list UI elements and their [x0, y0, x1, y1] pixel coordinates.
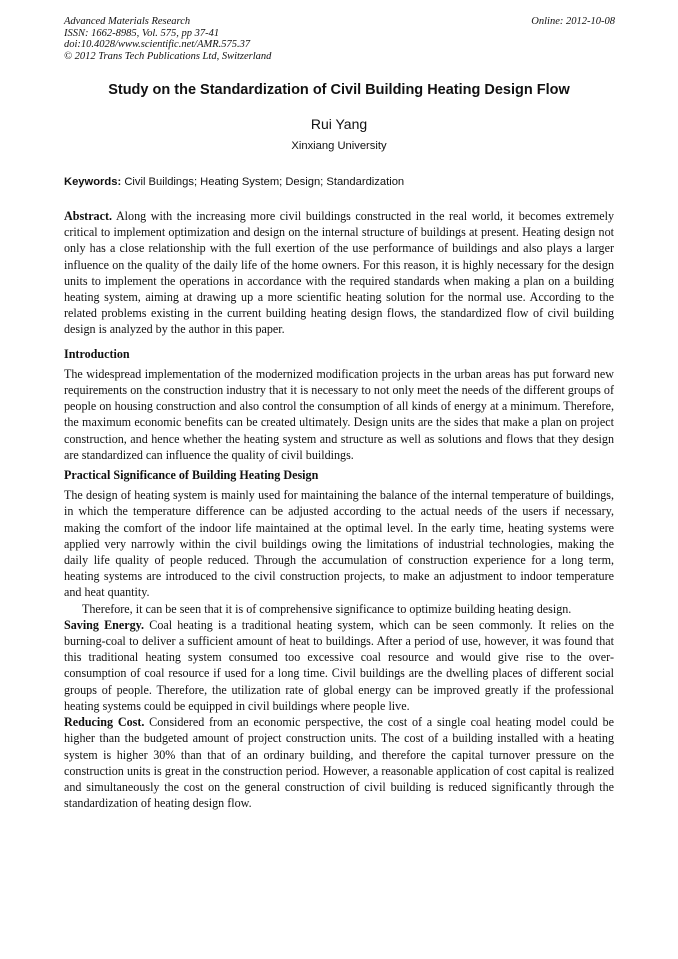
author-affiliation: Xinxiang University — [291, 140, 387, 152]
significance-heading: Practical Significance of Building Heating Design — [64, 468, 319, 483]
introduction-paragraph: The widespread implementation of the modernized modification projects in the urban areas has put forward new requirements on the construction industry that it is necessary to not only meet the needs of the different groups of people on housing construction and also control the consumption of all kinds of energy at a minimum. Therefore, the maximum economic benefits can be created ultimately. Design units are the sides that make a plan on project construction, and hence whether the heating system and structure as well as solutions and flows that they design are standardized can influence the quality of civil buildings. — [64, 366, 614, 462]
reducing-cost-label: Reducing Cost. — [64, 715, 145, 730]
journal-issn: ISSN: 1662-8985, Vol. 575, pp 37-41 — [64, 27, 220, 39]
author-name: Rui Yang — [310, 116, 368, 132]
keywords-label: Keywords: — [64, 176, 122, 188]
journal-doi: doi:10.4028/www.scientific.net/AMR.575.37 — [64, 39, 251, 50]
keywords-line — [64, 176, 404, 188]
saving-energy-text: Coal heating is a traditional heating system, which can be seen commonly. It relies on the burning-coal to deliver a sufficient amount of heat to buildings. After a period of use, however, it was found that this traditional heating system consumed too excessive coal resource and would give rise to the over-consumption of coal resource if used for a long time. Civil buildings are the dwelling places of different social groups of people. Therefore, the utilization rate of global energy can be improved greatly if the professional heating systems could be equipped in civil buildings where people live. — [64, 617, 614, 713]
online-date: Online: 2012-10-08 — [531, 16, 615, 27]
introduction-heading: Introduction — [64, 346, 130, 361]
abstract-label: Abstract. — [64, 209, 113, 223]
saving-energy-label: Saving Energy. — [64, 617, 145, 632]
reducing-cost-paragraph — [64, 714, 614, 811]
significance-paragraph-1: The design of heating system is mainly used for maintaining the balance of the internal temperature of buildings, in which the temperature difference can be adjusted according to the actual needs of the users if necessary, making the comfort of the indoor life maintained at the optimal level. In the early time, heating systems were applied very narrowly within the civil buildings owing the limitations of industrial technologies, making the daily life quality of people reduced. Through the accumulation of construction experience for a long term, heating systems are introduced to the civil construction projects, to make an adjustment to indoor temperature and heat quantity. — [64, 488, 614, 600]
abstract-text: Along with the increasing more civil buildings constructed in the real world, it becomes extremely critical to implement optimization and design on the internal structure of buildings at present. Heating design not only has a close relationship with the full exertion of the use performance of buildings and also plays a larger influence on the quality of the daily life of the home owners. For this reason, it is highly necessary for the design units to implement the operations in accordance with the required standards when making a plan on a building heating system, aiming at drawing up a more scientific heating solution for the normal use. According to the related problems existing in the current building heating design flows, the standardized flow of civil building design is analyzed by the author in this paper. — [64, 209, 615, 337]
abstract-paragraph — [64, 208, 614, 338]
journal-name: Advanced Materials Research — [64, 16, 191, 27]
keywords-text: Civil Buildings; Heating System; Design; Standardization — [124, 176, 405, 188]
reducing-cost-text: Considered from an economic perspective, the cost of a single coal heating model could be higher than the budgeted amount of project construction units. The cost of a building installed with a heating system is higher 30% than that of an ordinary building, and therefore the capital turnover pressure on the construction units is great in the construction period. However, a reasonable application of cost capital is realized and simultaneously the cost on the general construction of civil building is reduced significantly through the standardization of heating design flow. — [64, 715, 614, 811]
paper-title: Study on the Standardization of Civil Building Heating Design Flow — [108, 82, 570, 98]
journal-copyright: © 2012 Trans Tech Publications Ltd, Switzerland — [64, 50, 272, 62]
significance-paragraph-2: Therefore, it can be seen that it is of comprehensive significance to optimize building heating design. — [82, 601, 572, 616]
saving-energy-paragraph — [64, 617, 614, 714]
body-column — [64, 208, 614, 811]
journal-header — [64, 16, 271, 62]
